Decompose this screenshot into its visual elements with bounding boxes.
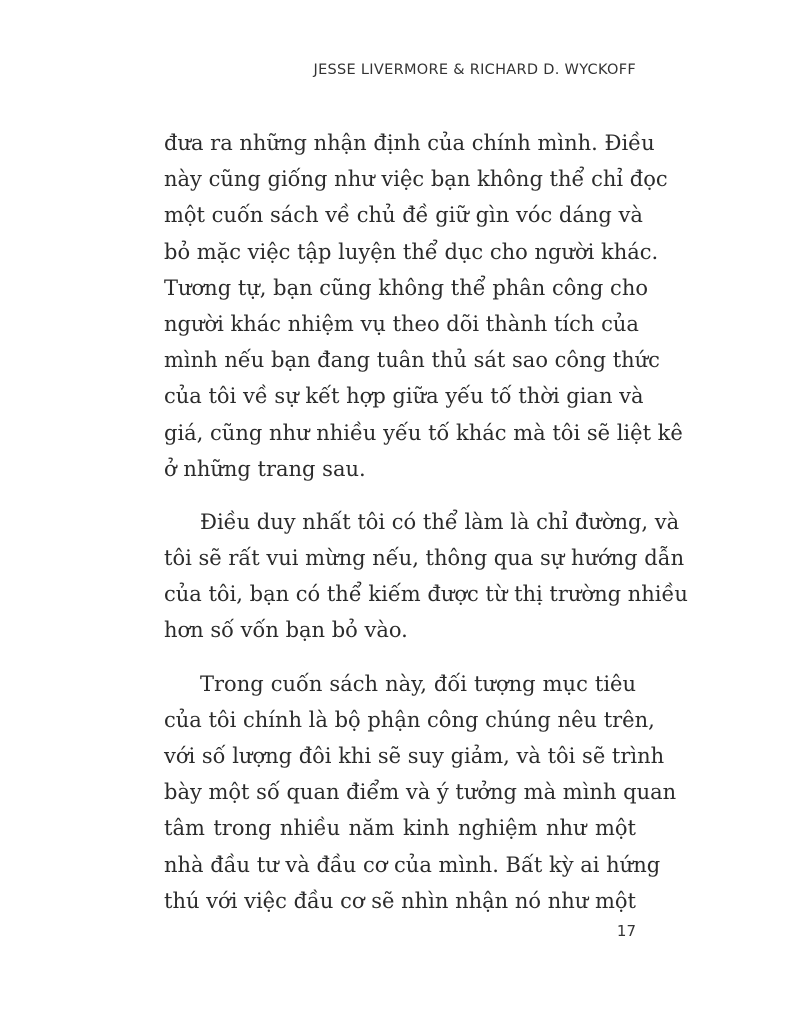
text-line: người khác nhiệm vụ theo dõi thành tích của <box>164 311 639 336</box>
text-line: tâm trong nhiều năm kinh nghiệm như một <box>164 816 636 841</box>
text-line: giá, cũng như nhiều yếu tố khác mà tôi sẽ liệt kê <box>164 420 683 445</box>
page-number: 17 <box>616 922 636 940</box>
text-line: mình nếu bạn đang tuân thủ sát sao công thức <box>164 348 660 373</box>
text-line: của tôi về sự kết hợp giữa yếu tố thời gian và <box>164 384 644 409</box>
text-line: này cũng giống như việc bạn không thể chỉ đọc <box>164 167 668 192</box>
text-line: nhà đầu tư và đầu cơ của mình. Bất kỳ ai hứng <box>164 852 661 877</box>
text-line: Điều duy nhất tôi có thể làm là chỉ đường, và <box>200 509 680 534</box>
text-line: ở những trang sau. <box>164 456 366 481</box>
text-line: bỏ mặc việc tập luyện thể dục cho người khác. <box>164 239 659 264</box>
text-line: thú với việc đầu cơ sẽ nhìn nhận nó như một <box>164 888 636 913</box>
body-text <box>164 125 688 936</box>
text-line: bày một số quan điểm và ý tưởng mà mình quan <box>164 780 677 805</box>
text-line: Trong cuốn sách này, đối tượng mục tiêu <box>200 671 636 696</box>
text-line: hơn số vốn bạn bỏ vào. <box>164 618 408 643</box>
text-line: của tôi chính là bộ phận công chúng nêu trên, <box>164 707 655 732</box>
text-line: của tôi, bạn có thể kiếm được từ thị trường nhiều <box>164 582 688 607</box>
paragraph-3 <box>164 666 677 919</box>
text-line: một cuốn sách về chủ đề giữ gìn vóc dáng và <box>164 203 643 228</box>
text-line: tôi sẽ rất vui mừng nếu, thông qua sự hướng dẫn <box>164 546 685 571</box>
paragraph-2 <box>164 504 688 649</box>
text-line: Tương tự, bạn cũng không thể phân công cho <box>164 275 648 300</box>
text-line: với số lượng đôi khi sẽ suy giảm, và tôi sẽ trình <box>164 744 665 768</box>
running-header: JESSE LIVERMORE & RICHARD D. WYCKOFF <box>313 62 636 78</box>
text-line: đưa ra những nhận định của chính mình. Điều <box>164 131 655 155</box>
paragraph-1 <box>164 125 683 487</box>
